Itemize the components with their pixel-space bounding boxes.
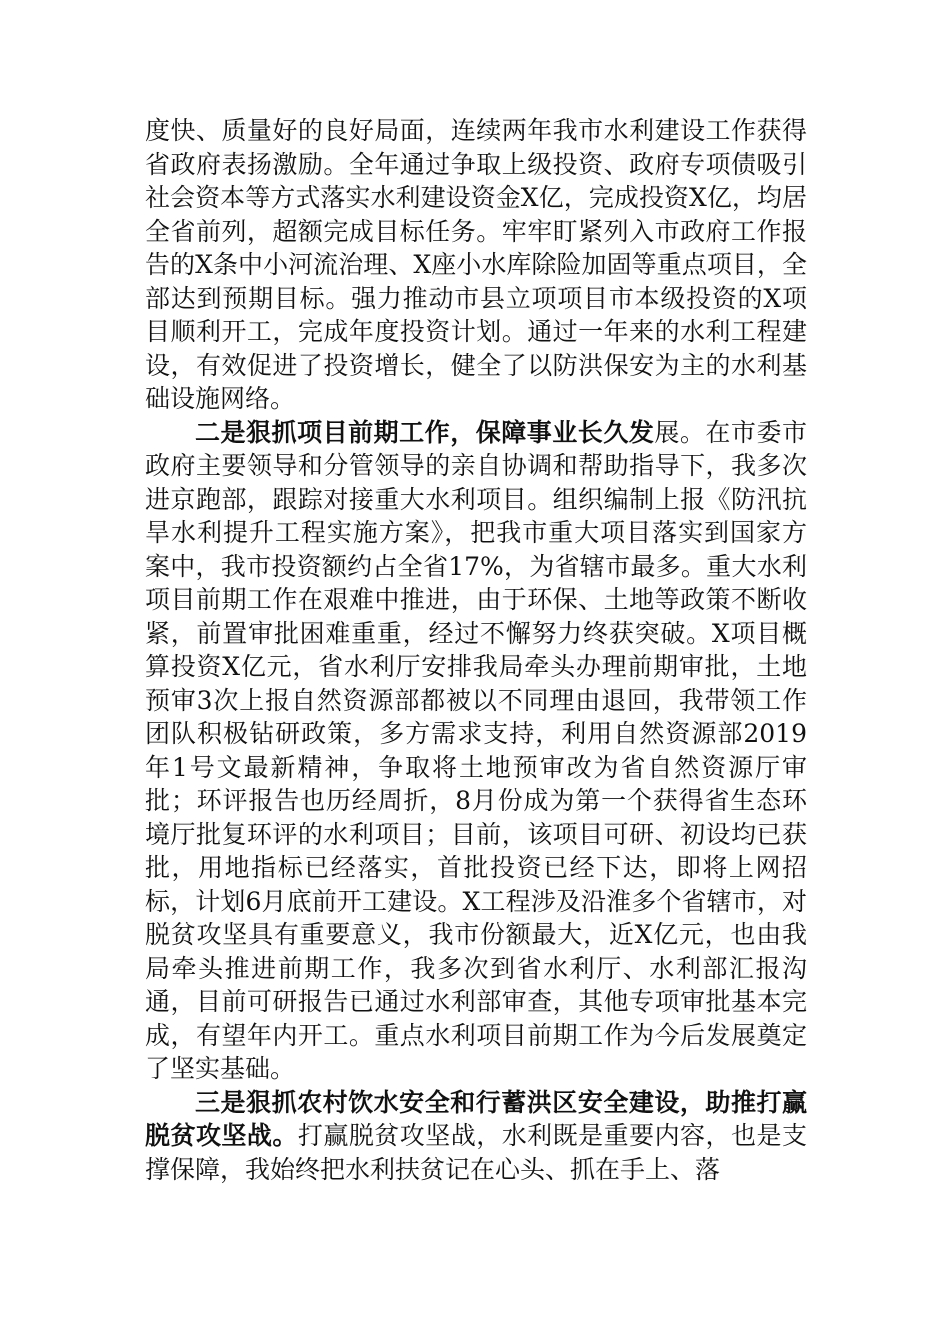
- paragraph-3: [145, 1086, 807, 1187]
- paragraph-2-lead: 二是狠抓项目前期工作，保障事业长久发: [195, 417, 655, 447]
- paragraph-3-text: 打赢脱贫攻坚战，水利既是重要内容，也是支撑保障，我始终把水利扶贫记在心头、抓在手上、落: [145, 1121, 807, 1184]
- paragraph-1-text: 度快、质量好的良好局面，连续两年我市水利建设工作获得省政府表扬激励。全年通过争取上级投资、政府专项债吸引社会资本等方式落实水利建设资金X亿，完成投资X亿，均居全省前列，超额完成目标任务。牢牢盯紧列入市政府工作报告的X条中小河流治理、X座小水库除险加固等重点项目，全部达到预期目标。强力推动市县立项项目市本级投资的X项目顺利开工，完成年度投资计划。通过一年来的水利工程建设，有效促进了投资增长，健全了以防洪保安为主的水利基础设施网络。: [145, 116, 807, 413]
- paragraph-3-lead: 三是狠抓农村饮水安全和行蓄洪区安全建设，助推打赢脱贫攻坚战。: [145, 1087, 807, 1150]
- paragraph-2-text: 展。在市委市政府主要领导和分管领导的亲自协调和帮助指导下，我多次进京跑部，跟踪对接重大水利项目。组织编制上报《防汛抗旱水利提升工程实施方案》，把我市重大项目落实到国家方案中，我市投资额约占全省17%，为省辖市最多。重大水利项目前期工作在艰难中推进，由于环保、土地等政策不断收紧，前置审批困难重重，经过不懈努力终获突破。X项目概算投资X亿元，省水利厅安排我局牵头办理前期审批，土地预审3次上报自然资源部都被以不同理由退回，我带领工作团队积极钻研政策，多方需求支持，利用自然资源部2019年1号文最新精神，争取将土地预审改为省自然资源厅审批；环评报告也历经周折，8月份成为第一个获得省生态环境厅批复环评的水利项目；目前，该项目可研、初设均已获批，用地指标已经落实，首批投资已经下达，即将上网招标，计划6月底前开工建设。X工程涉及沿淮多个省辖市，对脱贫攻坚具有重要意义，我市份额最大，近X亿元，也由我局牵头推进前期工作，我多次到省水利厅、水利部汇报沟通，目前可研报告已通过水利部审查，其他专项审批基本完成，有望年内开工。重点水利项目前期工作为今后发展奠定了坚实基础。: [145, 417, 807, 1083]
- paragraph-1: [145, 114, 807, 416]
- paragraph-2: [145, 416, 807, 1086]
- document-page: [145, 114, 807, 1186]
